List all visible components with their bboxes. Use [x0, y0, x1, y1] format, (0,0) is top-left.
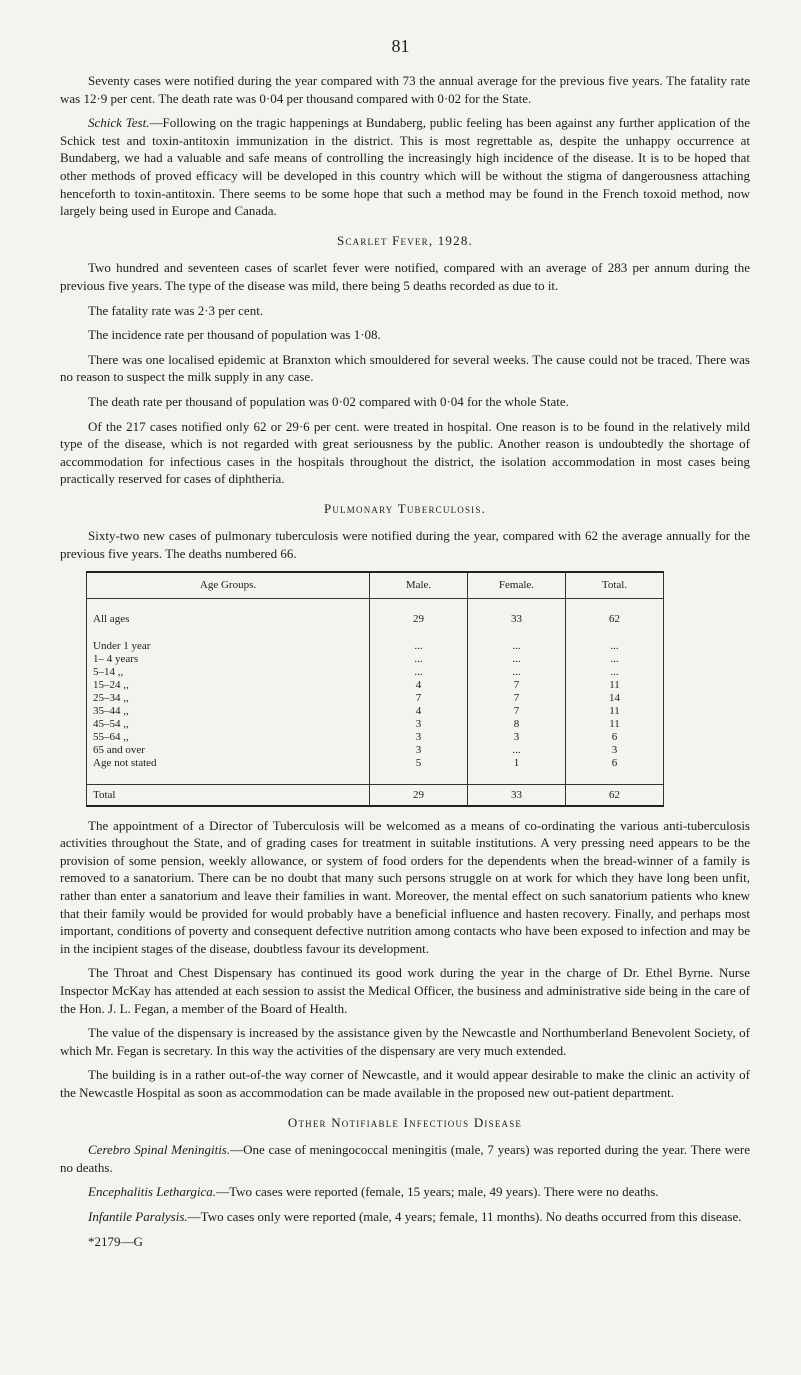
table-cell: 65 and over	[87, 744, 370, 757]
table-cell: ...	[370, 640, 468, 653]
table-row-total	[87, 784, 664, 806]
table-cell: 1– 4 years	[87, 653, 370, 666]
table-cell: 3	[468, 731, 566, 744]
tb-paragraph-3: The value of the dispensary is increased by the assistance given by the Newcastle and Northumberland Benevolent Society, of which Mr. Fegan is secretary. In this way the activities of the dispensary are very much extended.	[60, 1025, 750, 1058]
table-row	[87, 666, 664, 679]
tb-heading: Pulmonary Tuberculosis.	[323, 500, 487, 516]
table-cell: 33	[468, 784, 566, 806]
other-heading: Other Notifiable Infectious Disease	[287, 1114, 523, 1130]
table-cell: 7	[468, 679, 566, 692]
header-male: Male.	[370, 572, 468, 599]
table-cell: 8	[468, 718, 566, 731]
table-cell: ...	[468, 666, 566, 679]
table-row	[87, 744, 664, 757]
header-age-groups: Age Groups.	[87, 572, 370, 599]
table-cell: 5–14 ,,	[87, 666, 370, 679]
table-cell: 11	[566, 679, 664, 692]
table-cell: All ages	[87, 613, 370, 626]
table-cell: Age not stated	[87, 757, 370, 770]
table-cell: 7	[370, 692, 468, 705]
paralysis-text: —Two cases only were reported (male, 4 years; female, 11 months). No deaths occurred from this disease.	[187, 1208, 742, 1224]
tb-age-table	[86, 571, 664, 807]
tb-paragraph-4: The building is in a rather out-of-the way corner of Newcastle, and it would appear desirable to make the clinic an activity of the Newcastle Hospital as soon as accommodation can be made available in the proposed new out-patient department.	[60, 1067, 750, 1100]
encephalitis-title: Encephalitis Lethargica.	[88, 1184, 217, 1200]
table-spacer	[87, 598, 664, 613]
table-cell: 55–64 ,,	[87, 731, 370, 744]
tb-paragraph-2: The Throat and Chest Dispensary has continued its good work during the year in the charge of Dr. Ethel Byrne. Nurse Inspector McKay has attended at each session to assist the Medical Officer, the business and administrative side being in the care of the Hon. J. L. Fegan, a member of the Board of Health.	[60, 965, 750, 1016]
table-cell: 6	[566, 757, 664, 770]
table-row-all-ages	[87, 613, 664, 626]
table-row	[87, 653, 664, 666]
text-column	[60, 72, 750, 1250]
table-cell: 6	[566, 731, 664, 744]
schick-paragraph	[60, 114, 750, 220]
table-cell: 7	[468, 692, 566, 705]
print-signature: *2179—G	[88, 1233, 143, 1249]
tb-intro: Sixty-two new cases of pulmonary tuberculosis were notified during the year, compared with 62 the average annually for the previous five years. The deaths numbered 66.	[60, 528, 750, 562]
table-row	[87, 757, 664, 770]
table-cell: 3	[370, 744, 468, 757]
table-cell: 33	[468, 613, 566, 626]
table-cell: 29	[370, 613, 468, 626]
paralysis-paragraph	[60, 1208, 750, 1226]
table-cell: ...	[468, 653, 566, 666]
encephalitis-paragraph	[60, 1183, 750, 1201]
table-cell: 7	[468, 705, 566, 718]
table-cell: 14	[566, 692, 664, 705]
table-row	[87, 731, 664, 744]
encephalitis-text: —Two cases were reported (female, 15 years; male, 49 years). There were no deaths.	[216, 1184, 659, 1200]
table-cell: 4	[370, 679, 468, 692]
page-number: 81	[391, 36, 410, 56]
scarlet-heading: Scarlet Fever, 1928.	[337, 232, 473, 248]
table-cell: 4	[370, 705, 468, 718]
table-cell: 15–24 ,,	[87, 679, 370, 692]
table-cell: 3	[370, 718, 468, 731]
scarlet-paragraph-4: There was one localised epidemic at Branxton which smouldered for several weeks. The cause could not be traced. There was no reason to suspect the milk supply in any case.	[60, 351, 750, 385]
table-row	[87, 679, 664, 692]
table-cell: 1	[468, 757, 566, 770]
meningitis-title: Cerebro Spinal Meningitis.	[88, 1142, 231, 1158]
table-cell: ...	[566, 640, 664, 653]
table-header-row	[87, 572, 664, 599]
table-cell: 11	[566, 705, 664, 718]
table-cell: ...	[370, 653, 468, 666]
tb-paragraph-1: The appointment of a Director of Tuberculosis will be welcomed as a means of co-ordinating the various anti-tuberculosis activities throughout the State, and of grading cases for treatment in suitable institutions. A very pressing need appears to be the provision of some pension, weekly allowance, or system of food orders for the dependents when the bread-winner of a family is removed to a sanatorium. There can be no doubt that many such persons struggle on at work for which they have long been unfit, rather than enter a sanatorium and leave their families in want. Moreover, the mental effect on such sanatorium patients who knew that their family would be provided for would probably have a beneficial influence and hasten recovery. Finally, and perhaps most important, conditions of poverty and consequent defective nutrition among contacts who have been exposed to infection and may be in the incipient stages of the disease, doubtless favour its development.	[60, 817, 750, 956]
scarlet-paragraph-3: The incidence rate per thousand of population was 1·08.	[88, 327, 381, 343]
scarlet-paragraph-2: The fatality rate was 2·3 per cent.	[88, 302, 264, 318]
table-cell: 45–54 ,,	[87, 718, 370, 731]
table-cell: 35–44 ,,	[87, 705, 370, 718]
table-cell: 29	[370, 784, 468, 806]
table-cell: ...	[370, 666, 468, 679]
schick-text: —Following on the tragic happenings at Bundaberg, public feeling has been against any further application of the Schick test and toxin-antitoxin immunization in the district. This is most regrettable as, despite the unhappy occurrence at Bundaberg, we had a valuable and safe means of controlling the increasingly high incidence of the disease. It is to be hoped that other methods of proved efficacy will be developed in this country which will be without the stigma of dangerousness attaching henceforth to toxin-antitoxin. There seems to be some hope that such a method may be found in the French toxoid method, now largely being used in Europe and Canada.	[60, 115, 750, 219]
table-cell: 62	[566, 613, 664, 626]
table-cell: 62	[566, 784, 664, 806]
table-spacer	[87, 770, 664, 785]
table-row	[87, 705, 664, 718]
table-row	[87, 640, 664, 653]
scarlet-paragraph-5: The death rate per thousand of population was 0·02 compared with 0·04 for the whole State.	[88, 393, 569, 409]
table-cell: 11	[566, 718, 664, 731]
meningitis-paragraph	[60, 1141, 750, 1176]
table-cell: ...	[468, 744, 566, 757]
table-cell: 3	[370, 731, 468, 744]
header-female: Female.	[468, 572, 566, 599]
table-spacer	[87, 626, 664, 640]
table-cell: ...	[566, 653, 664, 666]
table-row	[87, 718, 664, 731]
table-cell: ...	[468, 640, 566, 653]
header-total: Total.	[566, 572, 664, 599]
table-cell: 3	[566, 744, 664, 757]
schick-title: Schick Test.	[88, 115, 150, 131]
intro-paragraph: Seventy cases were notified during the year compared with 73 the annual average for the previous five years. The fatality rate was 12·9 per cent. The death rate was 0·04 per thousand compared with 0·02 for the State.	[60, 73, 750, 106]
paralysis-title: Infantile Paralysis.	[88, 1208, 188, 1224]
meningitis-text: —One case of meningococcal meningitis (male, 7 years) was reported during the year. There were no deaths.	[60, 1142, 750, 1175]
scarlet-paragraph-6: Of the 217 cases notified only 62 or 29·6 per cent. were treated in hospital. One reason is to be found in the relatively mild type of the disease, which is not regarded with great seriousness by the public. Another reason is undoubtedly the shortage of accommodation for infectious cases in the hospitals throughout the district, the isolation accommodation in most cases being practically reserved for cases of diphtheria.	[60, 418, 750, 487]
table-cell: 5	[370, 757, 468, 770]
table-cell: 25–34 ,,	[87, 692, 370, 705]
scarlet-paragraph-1: Two hundred and seventeen cases of scarlet fever were notified, compared with an average of 283 per annum during the previous five years. The type of the disease was mild, there being 5 deaths recorded as due to it.	[60, 260, 750, 293]
table-row	[87, 692, 664, 705]
table-cell: ...	[566, 666, 664, 679]
table-cell: Total	[87, 784, 370, 806]
table-cell: Under 1 year	[87, 640, 370, 653]
